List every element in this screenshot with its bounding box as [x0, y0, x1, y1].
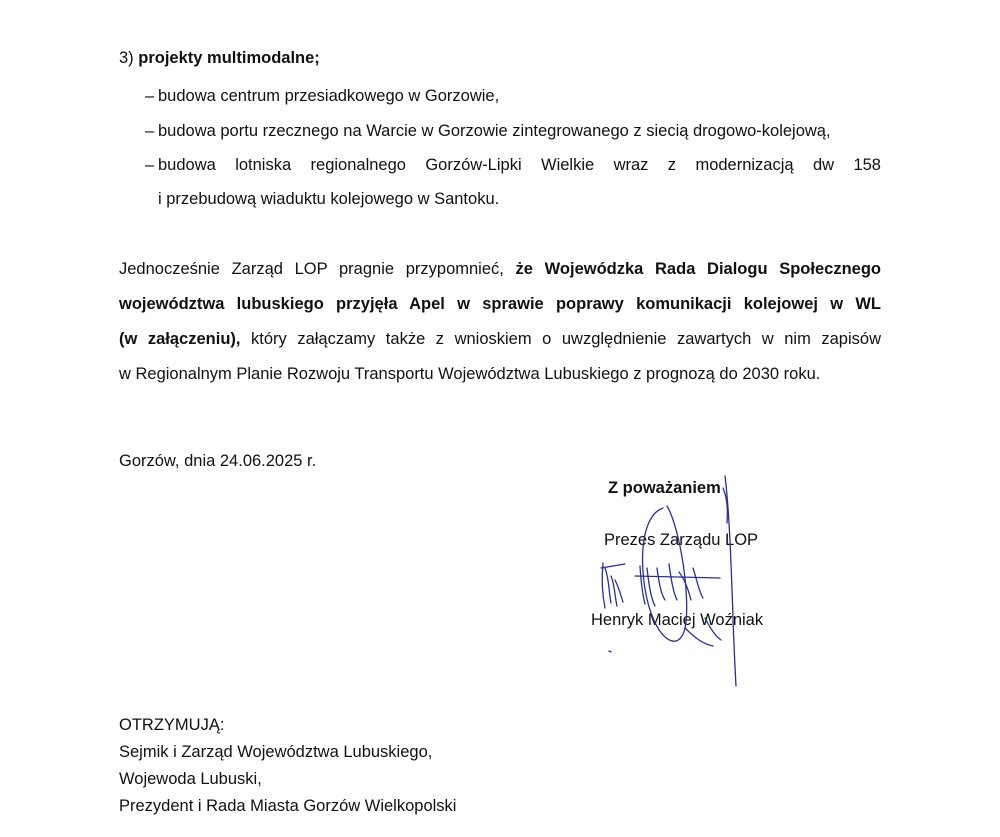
list-item-text: budowa lotniska regionalnego Gorzów-Lipki Wielkie wraz z modernizacją dw 158: [158, 156, 881, 174]
paragraph-text: w Regionalnym Planie Rozwoju Transportu Województwa Lubuskiego z prognozą do 2030 roku.: [119, 365, 821, 383]
paragraph-bold-text: (w załączeniu),: [119, 330, 241, 348]
paragraph-line: [119, 329, 881, 349]
paragraph-line: [119, 259, 881, 279]
signatory-name: Henryk Maciej Woźniak: [591, 611, 764, 629]
recipient-item: Sejmik i Zarząd Województwa Lubuskiego,: [119, 743, 433, 761]
recipient-item: Prezydent i Rada Miasta Gorzów Wielkopolski: [119, 797, 457, 815]
list-dash: –: [145, 122, 155, 140]
recipient-item: Wojewoda Lubuski,: [119, 770, 262, 788]
closing-greeting: Z poważaniem: [608, 479, 721, 497]
list-item: [145, 121, 831, 141]
paragraph-bold-text: województwa lubuskiego przyjęła Apel w sprawie poprawy komunikacji kolejowej w WL: [119, 295, 881, 313]
paragraph-text: Jednocześnie Zarząd LOP pragnie przypomnieć,: [119, 260, 504, 278]
list-item-text-justified: [145, 155, 881, 175]
list-item: [145, 86, 499, 106]
list-item-text: budowa centrum przesiadkowego w Gorzowie,: [158, 87, 500, 105]
list-dash: –: [145, 156, 155, 174]
list-dash: –: [145, 87, 155, 105]
signatory-title: Prezes Zarządu LOP: [604, 531, 759, 549]
date-line: Gorzów, dnia 24.06.2025 r.: [119, 452, 317, 470]
recipients-heading: OTRZYMUJĄ:: [119, 716, 225, 734]
paragraph-text: który załączamy także z wnioskiem o uwzględnienie zawartych w nim zapisów: [251, 330, 881, 348]
handwritten-signature: [585, 468, 775, 693]
paragraph-bold-text: że Wojewódzka Rada Dialogu Społecznego: [515, 260, 881, 278]
section-title: projekty multimodalne;: [138, 49, 320, 67]
paragraph-line: [119, 294, 881, 314]
section-number: 3): [119, 49, 134, 67]
list-item: [145, 155, 881, 175]
list-item-text: budowa portu rzecznego na Warcie w Gorzowie zintegrowanego z siecią drogowo-kolejową,: [158, 122, 831, 140]
list-item-continuation: i przebudową wiaduktu kolejowego w Santoku.: [158, 190, 500, 208]
paragraph-line: [119, 364, 820, 384]
section-heading: [119, 48, 320, 68]
